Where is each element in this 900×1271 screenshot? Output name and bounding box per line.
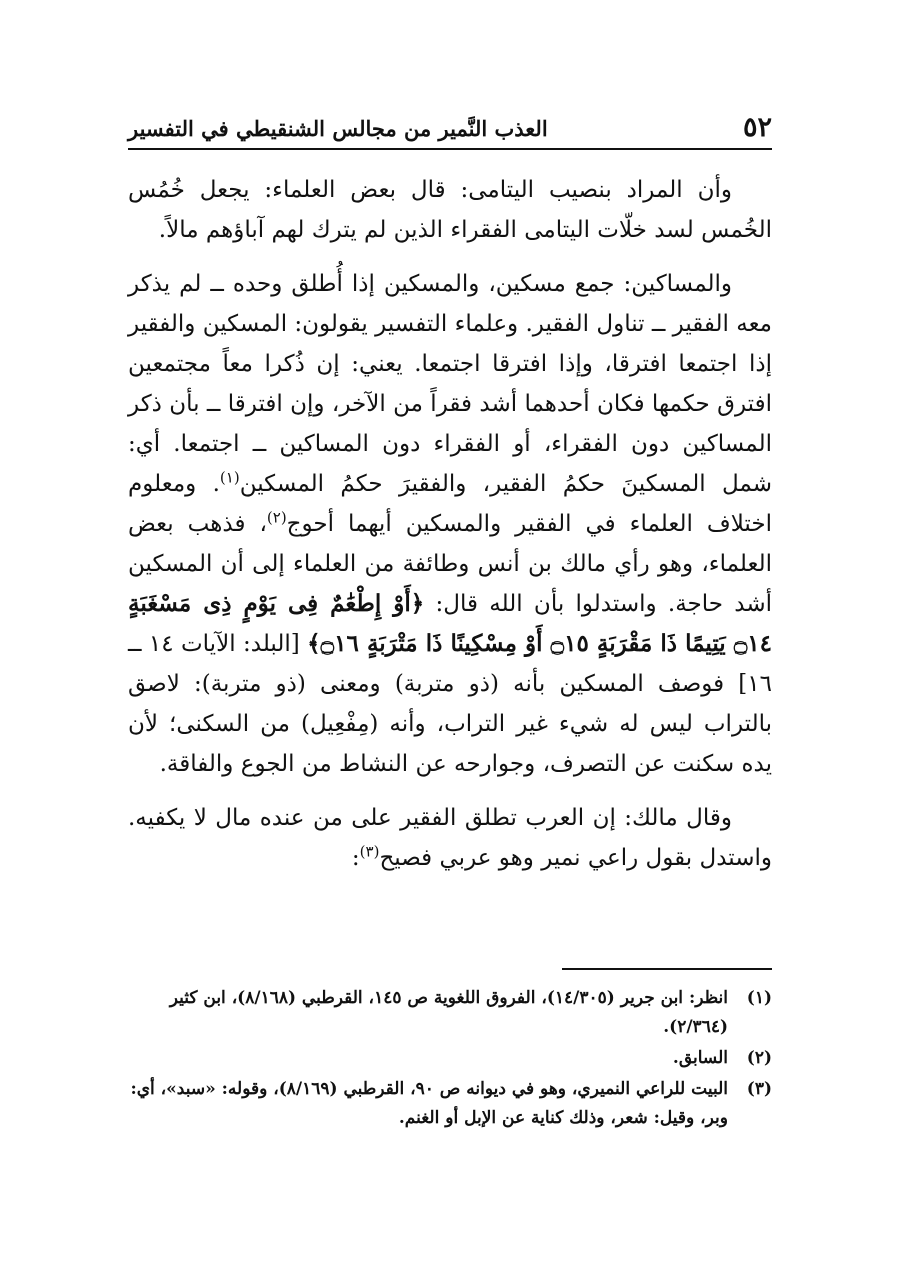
quran-verse: ﴿أَوْ إِطْعَٰمٌ فِى يَوْمٍ ذِى مَسْغَبَةٍ ۝١٤ يَتِيمًا ذَا مَقْرَبَةٍ ۝١٥ أَوْ مِسْكِينًا ذَا مَتْرَبَةٍ ۝١٦﴾	[128, 590, 772, 657]
footnote-text: البيت للراعي النميري، وهو في ديوانه ص ٩٠، القرطبي (٨/١٦٩)، وقوله: «سبد»، أي: وبر، وقيل: شعر، وذلك كناية عن الإبل أو الغنم.	[130, 1079, 728, 1128]
paragraph-text: والمساكين: جمع مسكين، والمسكين إذا أُطلق وحده ــ لم يذكر معه الفقير ــ تناول الفقير. وعلماء التفسير يقولون: المسكين والفقير إذا اجتمعا افترقا، وإذا افترقا اجتمعا. يعني: إن ذُكرا معاً مجتمعين افترق حكمها فكان أحدهما أشد فقراً من الآخر، وإن افترقا ــ بأن ذكر المساكين دون الفقراء، أو الفقراء دون المساكين ــ اجتمعا. أي: شمل المسكينَ حكمُ الفقير، والفقيرَ حكمُ المسكين	[128, 271, 772, 497]
main-text	[128, 170, 772, 878]
footnote-3	[128, 1075, 772, 1133]
footnote-text: انظر: ابن جرير (١٤/٣٠٥)، الفروق اللغوية ص ١٤٥، القرطبي (٨/١٦٨)، ابن كثير (٢/٣٦٤).	[169, 988, 728, 1037]
footnote-mark: (١)	[746, 988, 772, 1008]
footnote-2	[128, 1044, 772, 1073]
footnote-text: السابق.	[672, 1048, 728, 1068]
footnote-ref-3[interactable]: (٣)	[359, 842, 380, 861]
paragraph-text: وقال مالك: إن العرب تطلق الفقير على من عنده مال لا يكفيه. واستدل بقول راعي نمير وهو عربي فصيح	[128, 805, 772, 871]
paragraph-poor-and-needy	[128, 264, 772, 784]
page-header	[128, 108, 772, 150]
footnotes	[128, 984, 772, 1135]
running-title: العذب النَّمير من مجالس الشنقيطي في التفسير	[128, 116, 548, 141]
paragraph-text: :	[351, 845, 360, 871]
paragraph-orphans-share	[128, 170, 772, 250]
paragraph-text: وأن المراد بنصيب اليتامى: قال بعض العلماء: يجعل خُمُس الخُمس لسد خلّات اليتامى الفقراء الذين لم يترك لهم آباؤهم مالاً.	[128, 177, 772, 243]
paragraph-text: ، فذهب بعض العلماء، وهو رأي مالك بن أنس وطائفة من العلماء إلى أن المسكين أشد حاجة. واستدلوا بأن الله قال:	[128, 511, 773, 617]
paragraph-text: [البلد: الآيات ١٤ ــ ١٦] فوصف المسكين بأنه (ذو متربة) ومعنى (ذو متربة): لاصق بالتراب ليس له شيء غير التراب، وأنه (مِفْعِيل) من السكنى؛ لأن يده سكنت عن التصرف، وجوارحه عن النشاط من الجوع والفاقة.	[128, 631, 772, 777]
paragraph-malik-opinion	[128, 798, 772, 878]
footnote-divider	[562, 968, 772, 970]
paragraph-text: . ومعلوم اختلاف العلماء في الفقير والمسكين أيهما أحوج	[128, 471, 772, 537]
footnote-ref-1[interactable]: (١)	[219, 468, 240, 487]
footnote-mark: (٢)	[746, 1048, 772, 1068]
footnote-1	[128, 984, 772, 1042]
page-number: ٥٢	[742, 112, 772, 143]
footnote-mark: (٣)	[746, 1079, 772, 1099]
footnote-ref-2[interactable]: (٢)	[266, 508, 287, 527]
